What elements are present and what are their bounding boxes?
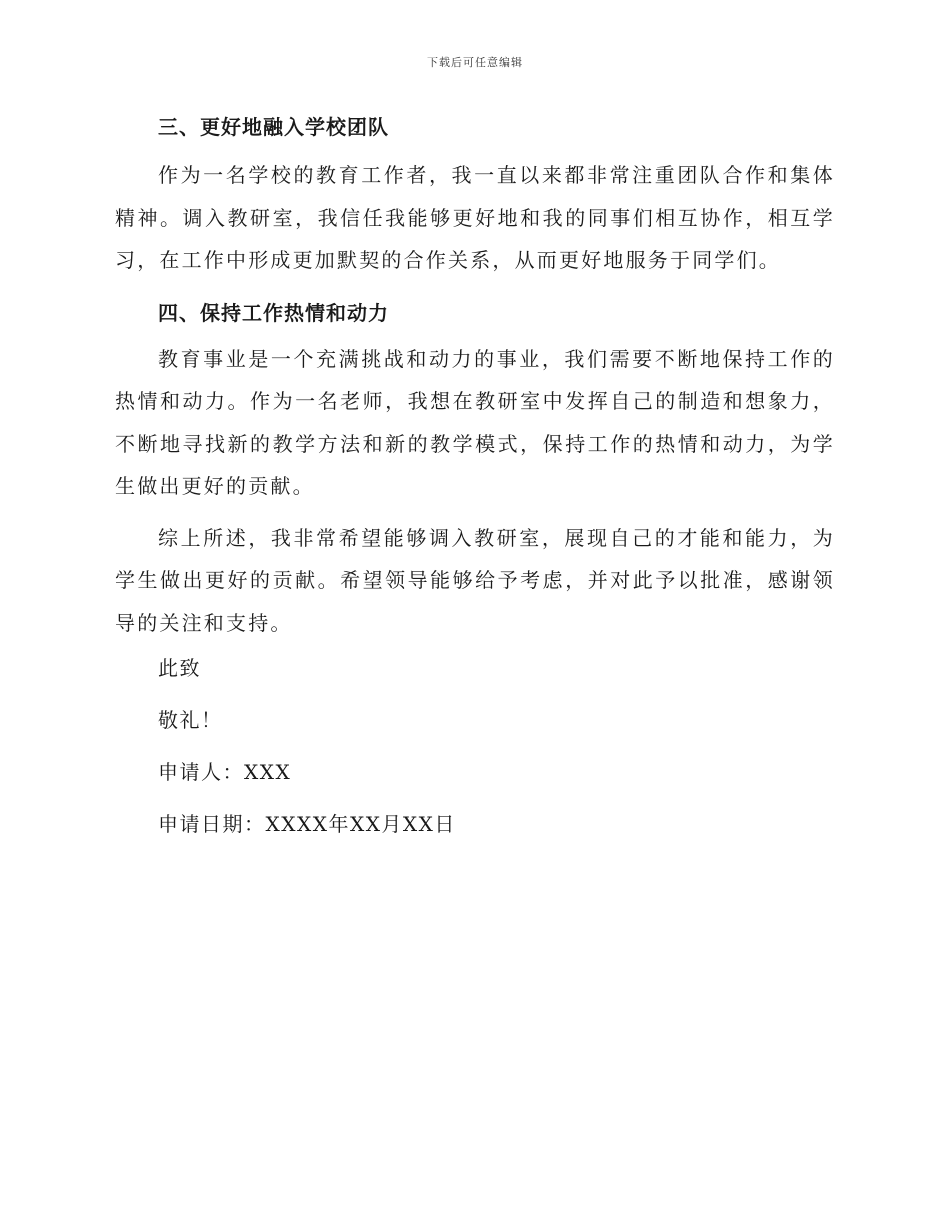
- closing-salutation: 此致: [158, 656, 201, 680]
- section-paragraph-4: 教育事业是一个充满挑战和动力的事业，我们需要不断地保持工作的热情和动力。作为一名老师，我想在教研室中发挥自己的制造和想象力，不断地寻找新的教学方法和新的教学模式，保持工作的热情和动力，为学生做出更好的贡献。: [115, 346, 835, 498]
- header-note: 下载后可任意编辑: [427, 56, 523, 69]
- closing-regards: 敬礼！: [158, 708, 223, 732]
- application-date: 申请日期：XXXX年XX月XX日: [158, 812, 456, 836]
- document-body: [115, 112, 835, 861]
- conclusion-paragraph: 综上所述，我非常希望能够调入教研室，展现自己的才能和能力，为学生做出更好的贡献。希望领导能够给予考虑，并对此予以批准，感谢领导的关注和支持。: [115, 525, 835, 635]
- applicant-line: 申请人：XXX: [158, 760, 292, 784]
- section-heading-4: 四、保持工作热情和动力: [158, 300, 389, 325]
- section-heading-3: 三、更好地融入学校团队: [158, 115, 389, 139]
- section-paragraph-3: 作为一名学校的教育工作者，我一直以来都非常注重团队合作和集体精神。调入教研室，我信任我能够更好地和我的同事们相互协作，相互学习，在工作中形成更加默契的合作关系，从而更好地服务于同学们。: [115, 163, 835, 272]
